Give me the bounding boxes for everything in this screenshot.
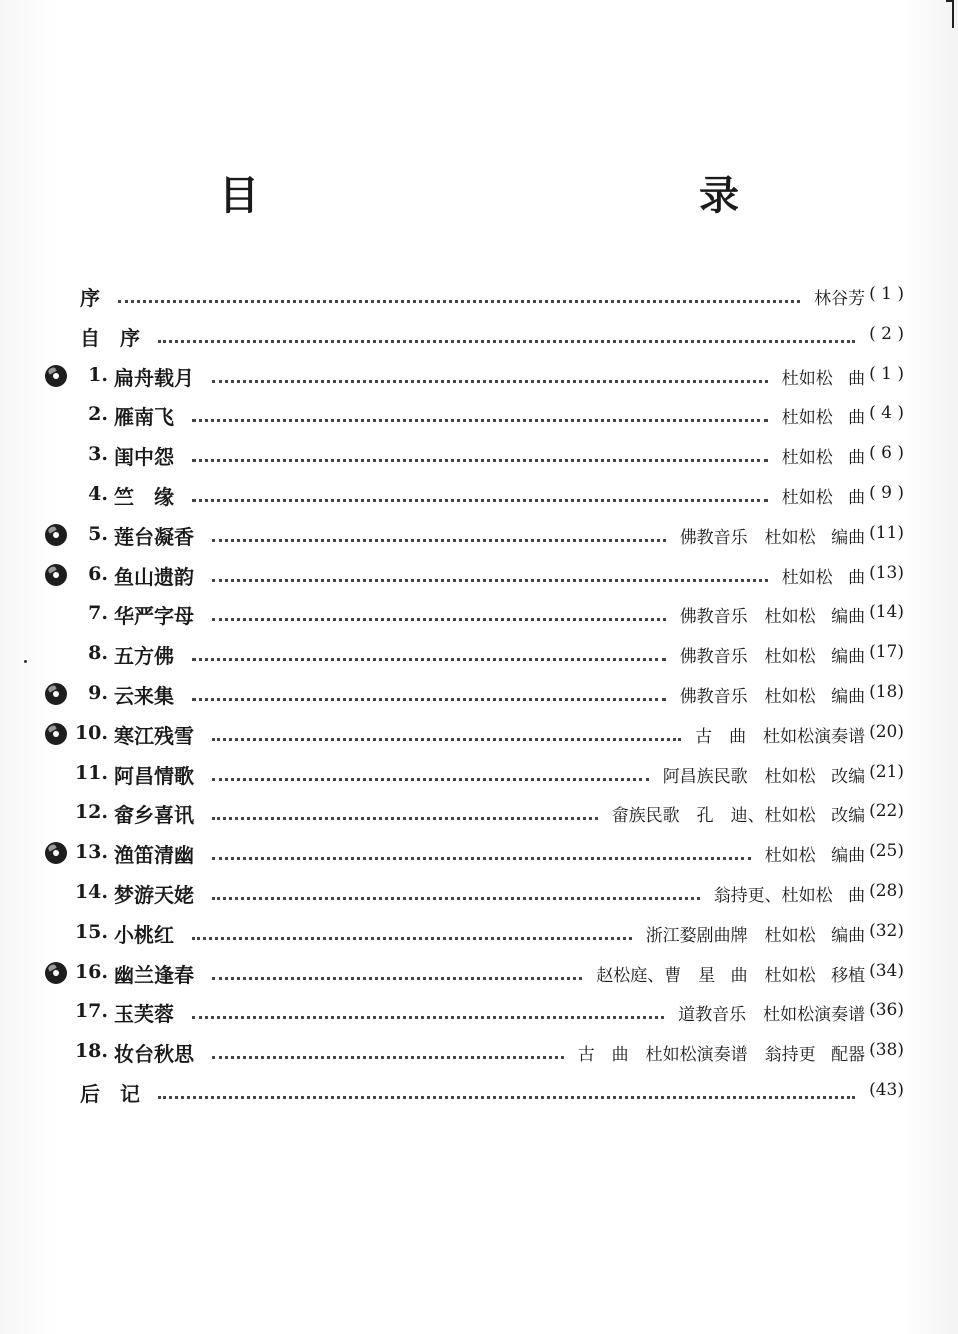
entry-number: 6. bbox=[88, 562, 108, 585]
entry-number: 2. bbox=[88, 403, 108, 426]
toc-entry[interactable] bbox=[0, 913, 958, 953]
entry-number: 10. bbox=[74, 721, 108, 744]
entry-number: 11. bbox=[74, 761, 108, 784]
entry-title: 玉芙蓉 bbox=[114, 1002, 174, 1027]
entry-page-number: (11) bbox=[869, 522, 904, 543]
entry-page-number: (18) bbox=[869, 682, 904, 702]
entry-number: 12. bbox=[74, 801, 108, 824]
entry-number: 7. bbox=[88, 602, 108, 625]
dot-leader bbox=[192, 698, 666, 701]
entry-number: 9. bbox=[88, 682, 108, 704]
dot-leader bbox=[212, 897, 700, 900]
toc-entry[interactable] bbox=[0, 1072, 958, 1112]
dot-leader bbox=[212, 579, 768, 582]
entry-title: 雁南飞 bbox=[114, 405, 174, 430]
entry-title: 梦游天姥 bbox=[114, 883, 194, 907]
entry-credit: 道教音乐 杜如松演奏谱 bbox=[678, 1005, 866, 1026]
entry-title: 鱼山遗韵 bbox=[114, 564, 194, 589]
entry-title: 云来集 bbox=[114, 684, 174, 708]
entry-title: 华严字母 bbox=[114, 604, 194, 629]
entry-page-number: (17) bbox=[869, 642, 904, 663]
entry-page-number: ( 6 ) bbox=[869, 443, 904, 464]
dot-leader bbox=[192, 658, 666, 661]
entry-title: 序 bbox=[80, 286, 100, 310]
dot-leader bbox=[192, 937, 632, 940]
entry-credit: 林谷芳 bbox=[814, 289, 866, 309]
entry-number: 5. bbox=[88, 522, 108, 545]
toc-entry[interactable] bbox=[0, 873, 958, 913]
entry-title: 五方佛 bbox=[114, 644, 174, 669]
dot-leader bbox=[192, 1016, 664, 1019]
dot-leader bbox=[158, 1096, 855, 1099]
entry-page-number: (28) bbox=[869, 881, 904, 901]
toc-entry[interactable] bbox=[0, 1032, 958, 1072]
dot-leader bbox=[192, 459, 768, 462]
entry-number: 13. bbox=[74, 841, 108, 864]
entry-page-number: (32) bbox=[869, 920, 904, 941]
entry-number: 4. bbox=[88, 483, 108, 505]
entry-credit: 杜如松 曲 bbox=[781, 567, 866, 588]
entry-number: 8. bbox=[88, 642, 108, 665]
dot-leader bbox=[212, 778, 649, 781]
toc-entry[interactable] bbox=[0, 754, 958, 794]
entry-title: 畲乡喜讯 bbox=[114, 803, 194, 828]
entry-page-number: ( 1 ) bbox=[869, 363, 904, 384]
entry-page-number: (25) bbox=[869, 841, 904, 862]
entry-title: 自 序 bbox=[80, 325, 140, 350]
entry-page-number: (38) bbox=[869, 1040, 904, 1061]
entry-title: 后 记 bbox=[80, 1082, 140, 1106]
entry-title: 竺 缘 bbox=[114, 485, 174, 509]
entry-credit: 畲族民歌 孔 迪、杜如松 改编 bbox=[611, 806, 866, 827]
toc-entry[interactable] bbox=[0, 316, 958, 356]
entry-credit: 古 曲 杜如松演奏谱 翁持更 配器 bbox=[577, 1045, 866, 1066]
toc-entry[interactable] bbox=[0, 395, 958, 435]
entry-page-number: (13) bbox=[869, 562, 904, 583]
dot-leader bbox=[212, 817, 598, 820]
entry-page-number: ( 1 ) bbox=[869, 284, 904, 304]
toc-entry[interactable] bbox=[0, 356, 958, 396]
entry-number: 3. bbox=[88, 443, 108, 466]
entry-credit: 古 曲 杜如松演奏谱 bbox=[695, 726, 866, 747]
entry-credit: 浙江婺剧曲牌 杜如松 编曲 bbox=[645, 925, 866, 946]
entry-credit: 佛教音乐 杜如松 编曲 bbox=[679, 687, 866, 707]
entry-title: 小桃红 bbox=[114, 922, 174, 947]
entry-number: 17. bbox=[74, 1000, 108, 1023]
entry-number: 1. bbox=[88, 363, 108, 386]
entry-title: 阿昌情歌 bbox=[114, 763, 194, 788]
entry-page-number: (36) bbox=[869, 1000, 904, 1021]
entry-credit: 翁持更、杜如松 曲 bbox=[713, 886, 866, 906]
dot-leader bbox=[118, 300, 800, 303]
dot-leader bbox=[212, 738, 681, 741]
toc-entry[interactable] bbox=[0, 634, 958, 674]
entry-page-number: ( 4 ) bbox=[869, 403, 904, 424]
entry-credit: 佛教音乐 杜如松 编曲 bbox=[679, 527, 866, 548]
entry-credit: 杜如松 曲 bbox=[781, 448, 866, 469]
toc-entry[interactable] bbox=[0, 515, 958, 555]
dot-leader bbox=[212, 857, 751, 860]
entry-credit: 阿昌族民歌 杜如松 改编 bbox=[662, 766, 866, 787]
dot-leader bbox=[212, 1056, 564, 1059]
entry-title: 寒江残雪 bbox=[114, 723, 194, 748]
page-title: 目 录 bbox=[219, 173, 859, 219]
entry-number: 14. bbox=[74, 881, 108, 903]
entry-credit: 杜如松 曲 bbox=[781, 408, 866, 429]
toc-entry[interactable] bbox=[0, 714, 958, 754]
entry-title: 闺中怨 bbox=[114, 445, 174, 470]
entry-credit: 杜如松 曲 bbox=[781, 368, 866, 389]
toc-entry[interactable] bbox=[0, 594, 958, 634]
dot-leader bbox=[212, 618, 666, 621]
entry-page-number: ( 9 ) bbox=[869, 483, 904, 503]
toc-entry[interactable] bbox=[0, 953, 958, 993]
entry-page-number: (21) bbox=[869, 761, 904, 782]
entry-page-number: (43) bbox=[869, 1080, 904, 1100]
entry-page-number: (22) bbox=[869, 801, 904, 822]
toc-entry[interactable] bbox=[0, 833, 958, 873]
entry-credit: 杜如松 曲 bbox=[781, 488, 866, 508]
corner-crop-mark bbox=[946, 0, 954, 28]
entry-number: 18. bbox=[74, 1040, 108, 1063]
toc-entry[interactable] bbox=[0, 276, 958, 316]
toc-entry[interactable] bbox=[0, 793, 958, 833]
entry-credit: 赵松庭、曹 星 曲 杜如松 移植 bbox=[596, 965, 866, 986]
toc-entry[interactable] bbox=[0, 435, 958, 475]
toc-entry[interactable] bbox=[0, 475, 958, 515]
dot-leader bbox=[212, 977, 582, 980]
dot-leader bbox=[212, 539, 666, 542]
toc-entry[interactable] bbox=[0, 555, 958, 595]
entry-title: 妆台秋思 bbox=[114, 1042, 194, 1067]
entry-credit: 杜如松 编曲 bbox=[764, 846, 866, 867]
entry-page-number: ( 2 ) bbox=[869, 323, 904, 344]
entry-page-number: (20) bbox=[869, 721, 904, 742]
dot-leader bbox=[192, 499, 768, 502]
entry-title: 扁舟载月 bbox=[114, 365, 194, 390]
entry-number: 15. bbox=[74, 920, 108, 943]
entry-title: 渔笛清幽 bbox=[114, 843, 194, 868]
dot-leader bbox=[192, 419, 768, 422]
entry-page-number: (14) bbox=[869, 602, 904, 623]
entry-page-number: (34) bbox=[869, 960, 904, 981]
dot-leader bbox=[158, 340, 855, 343]
toc-entry[interactable] bbox=[0, 674, 958, 714]
entry-title: 幽兰逢春 bbox=[114, 962, 194, 987]
dot-leader bbox=[212, 380, 768, 383]
toc-entry[interactable] bbox=[0, 992, 958, 1032]
entry-title: 莲台凝香 bbox=[114, 524, 194, 549]
entry-credit: 佛教音乐 杜如松 编曲 bbox=[679, 607, 866, 628]
entry-number: 16. bbox=[74, 960, 108, 983]
entry-credit: 佛教音乐 杜如松 编曲 bbox=[679, 647, 866, 668]
